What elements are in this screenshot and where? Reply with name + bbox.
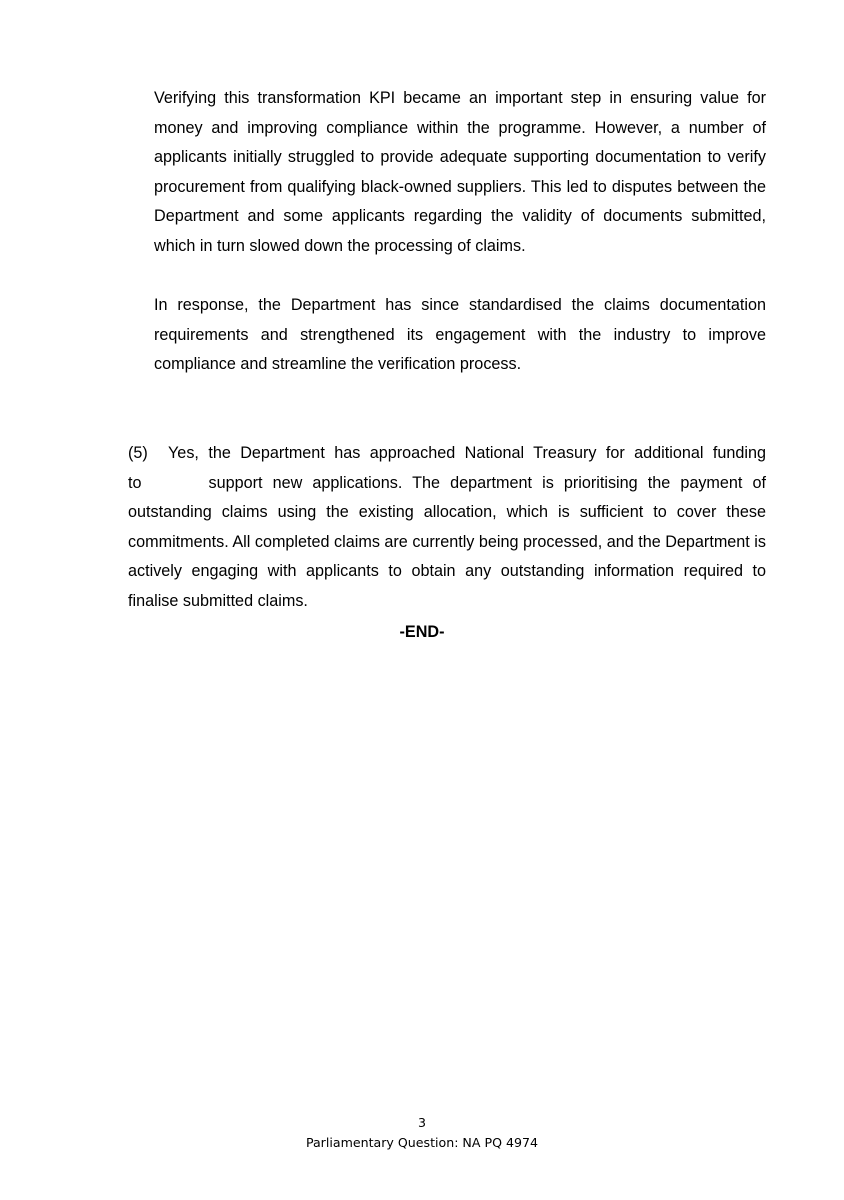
body-paragraph-verification: Verifying this transformation KPI became an important step in ensuring value for money and improving compliance within the programme. However, a number of applicants initially struggled to provide adequate supporting documentation to verify procurement from qualifying black-owned suppliers. This led to disputes between the Department and some applicants regarding the validity of documents submitted, which in turn slowed down the processing of claims. [154, 89, 766, 255]
end-marker: -END- [399, 623, 445, 641]
footer-page-number: 3 [417, 1115, 426, 1130]
answer-5-line-2-start: to [128, 473, 142, 492]
answer-5-continuation: support new applications. The department is prioritising the payment of outstanding claims using the existing allocation, which is sufficient to cover these commitments. All completed claims are currently being processed, and the Department is actively engaging with applicants to obtain any outstanding information required to finalise submitted claims. [128, 473, 766, 610]
body-paragraph-response: In response, the Department has since standardised the claims documentation requirements and strengthened its engagement with the industry to improve compliance and streamline the verification process. [154, 296, 766, 374]
answer-number: (5) [128, 444, 148, 462]
answer-5-line-1-text: Yes, the Department has approached National Treasury for additional funding [168, 444, 766, 462]
answer-5 [128, 439, 766, 617]
answer-5-first-line [128, 439, 766, 469]
footer-reference: Parliamentary Question: NA PQ 4974 [305, 1135, 539, 1150]
